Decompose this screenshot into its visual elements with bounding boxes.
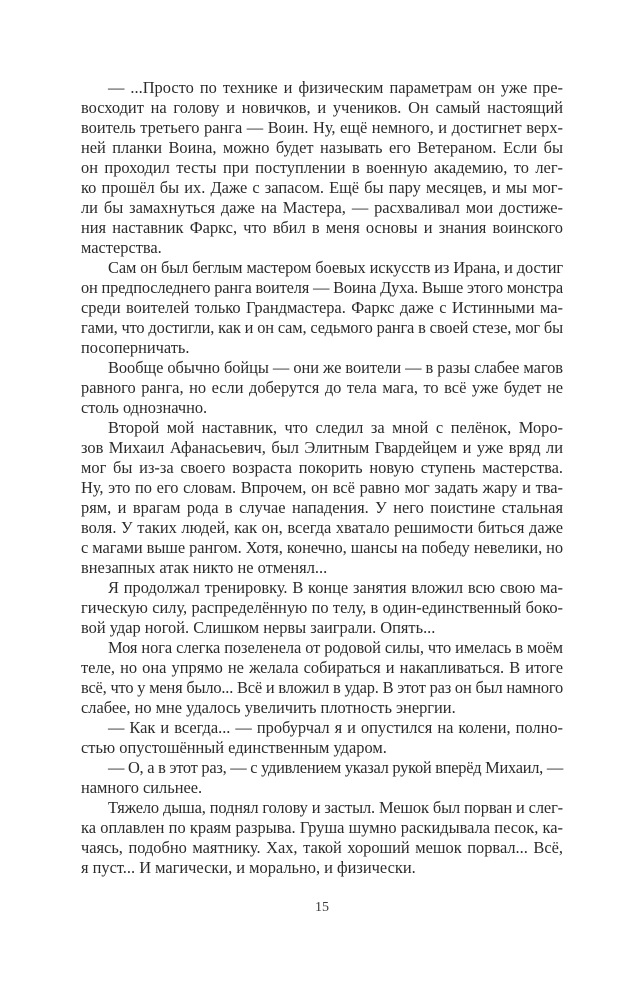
text-line: я пуст... И магически, и морально, и физически.: [81, 858, 416, 877]
text-line: — О, а в этот раз, — с удивлением указал рукой вперёд Михаил, —: [108, 758, 563, 777]
text-line: зов Михаил Афанасьевич, был Элитным Гвардейцем и уже вряд ли: [81, 438, 563, 457]
text-line: Моя нога слегка позеленела от родовой силы, что имелась в моём: [108, 638, 563, 657]
text-line: восходит на голову и новичков, и учеников. Он самый настоящий: [81, 98, 563, 117]
text-line: ли бы замахнуться даже на Мастера, — расхваливал мои достиже-: [81, 198, 563, 217]
text-line: столь однозначно.: [81, 398, 208, 417]
text-line: гическую силу, распределённую по телу, в один-единственный боко-: [81, 598, 563, 617]
text-line: чаясь, подобно маятнику. Хах, такой хороший мешок порвал... Всё,: [81, 838, 563, 857]
text-line: внезапных атак никто не отменял...: [81, 558, 328, 577]
text-line: с магами выше рангом. Хотя, конечно, шансы на победу невелики, но: [81, 538, 564, 557]
text-line: Ну, это по его словам. Впрочем, он всё равно мог задать жару и тва-: [81, 478, 563, 497]
text-line: — ...Просто по технике и физическим параметрам он уже пре-: [108, 78, 563, 97]
text-line: стью опустошённый единственным ударом.: [81, 738, 387, 757]
text-line: Я продолжал тренировку. В конце занятия вложил всю свою ма-: [108, 578, 563, 597]
text-line: он проходил тесты при поступлении в военную академию, то лег-: [81, 158, 563, 177]
text-line: среди воителей только Грандмастера. Фаркс даже с Истинными ма-: [81, 298, 563, 317]
text-line: — Как и всегда... — пробурчал я и опустился на колени, полно-: [108, 718, 563, 737]
text-line: ка оплавлен по краям разрыва. Груша шумно раскидывала песок, ка-: [81, 818, 563, 837]
text-line: мог бы из-за своего возраста покорить новую ступень мастерства.: [81, 458, 563, 477]
text-line: воитель третьего ранга — Воин. Ну, ещё немного, и достигнет верх-: [81, 118, 563, 137]
text-line: посоперничать.: [81, 338, 190, 357]
text-line: равного ранга, но если доберутся до тела мага, то всё уже будет не: [81, 378, 563, 397]
text-line: он предпоследнего ранга воителя — Воина Духа. Выше этого монстра: [81, 278, 564, 297]
text-line: ко прошёл бы их. Даже с запасом. Ещё бы пару месяцев, и мы мог-: [81, 178, 563, 197]
text-line: Вообще обычно бойцы — они же воители — в разы слабее магов: [108, 358, 563, 377]
text-line: Сам он был беглым мастером боевых искусств из Ирана, и достиг: [108, 258, 563, 277]
text-line: ния наставник Фаркс, что вбил в меня основы и знания воинского: [81, 218, 563, 237]
text-line: теле, но она упрямо не желала собираться и накапливаться. В итоге: [81, 658, 563, 677]
text-line: мастерства.: [81, 238, 162, 257]
body-text: [81, 78, 563, 878]
text-line: воля. У таких людей, как он, всегда хватало решимости биться даже: [81, 518, 563, 537]
text-line: ней планки Воина, можно будет называть его Ветераном. Если бы: [81, 138, 563, 157]
text-line: Тяжело дыша, поднял голову и застыл. Мешок был порван и слег-: [108, 798, 564, 817]
text-line: слабее, но мне удалось увеличить плотность энергии.: [81, 698, 456, 717]
text-line: всё, что у меня было... Всё и вложил в удар. В этот раз он был намного: [81, 678, 564, 697]
text-line: Второй мой наставник, что следил за мной с пелёнок, Моро-: [108, 418, 563, 437]
text-line: гами, что достигли, как и он сам, седьмого ранга в своей стезе, мог бы: [81, 318, 563, 337]
page-number: 15: [315, 900, 329, 915]
text-line: вой удар ногой. Слишком нервы заиграли. Опять...: [81, 618, 436, 637]
text-line: рям, и врагам рода в случае нападения. У него поистине стальная: [81, 498, 563, 517]
text-line: намного сильнее.: [81, 778, 203, 797]
